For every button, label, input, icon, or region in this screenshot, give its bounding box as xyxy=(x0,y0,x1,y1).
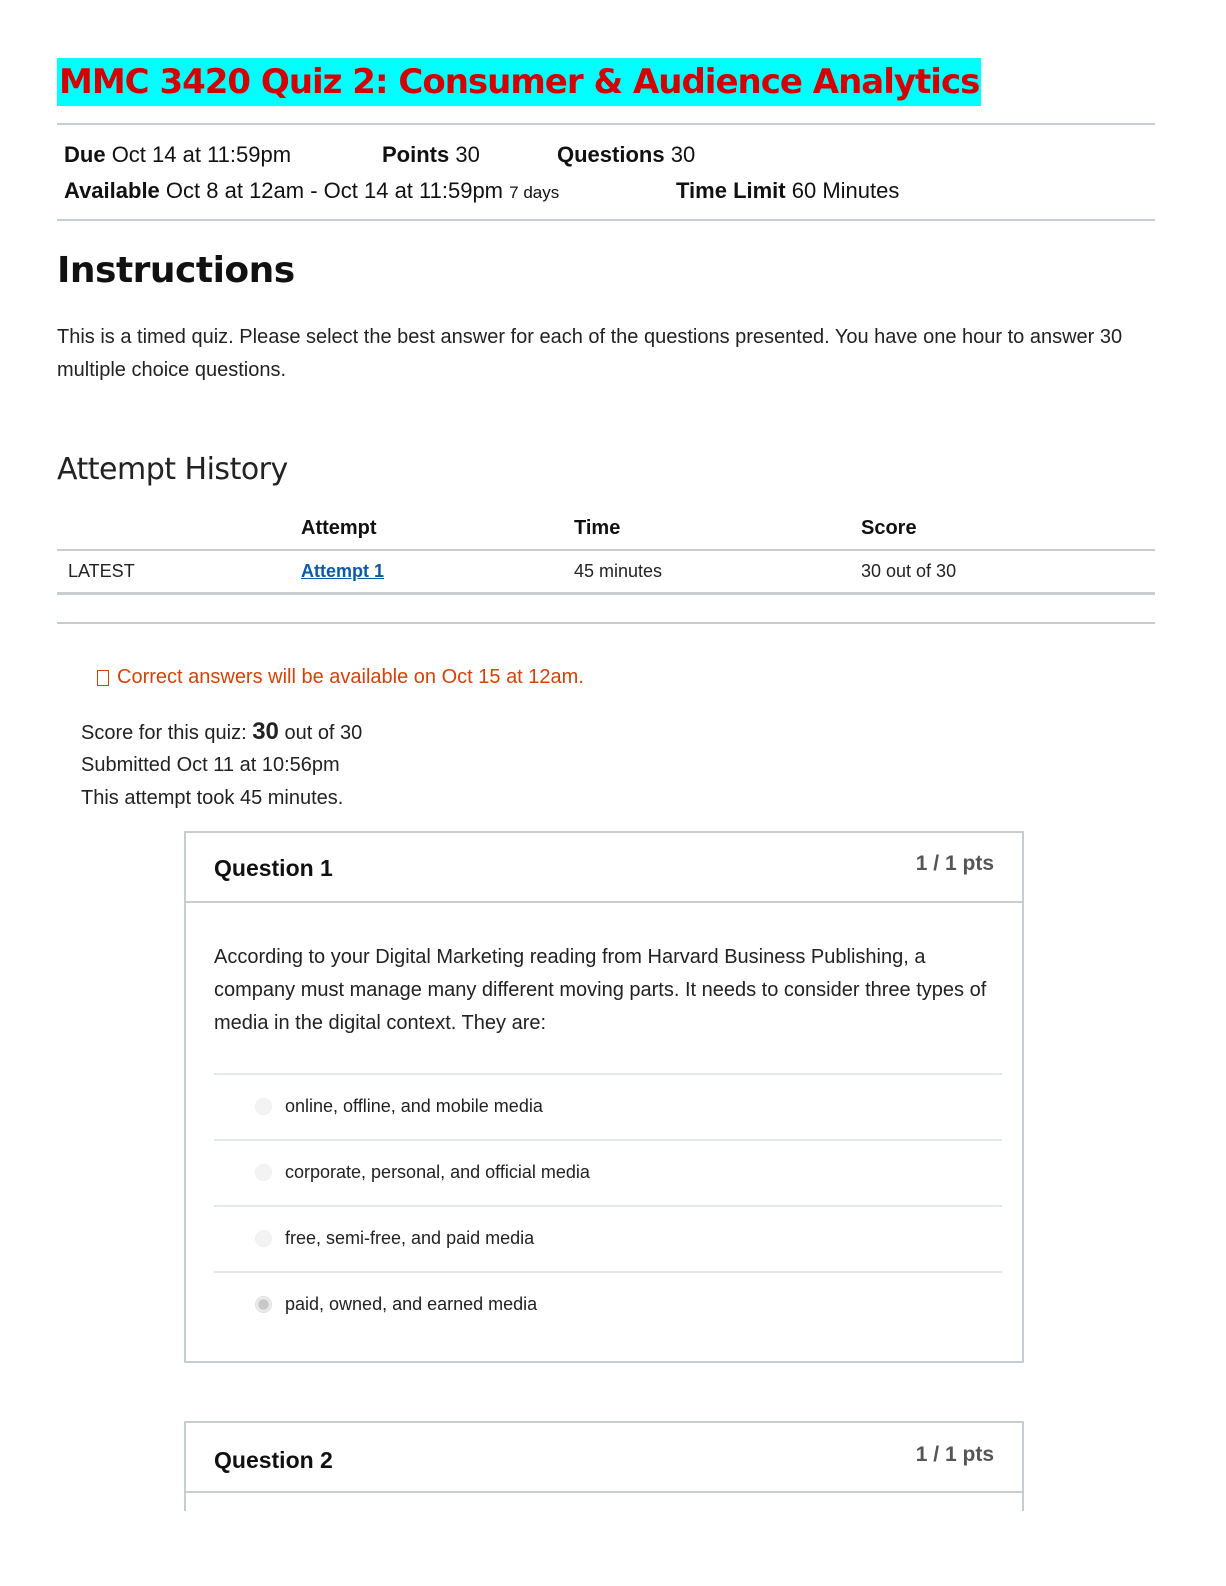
answer-option[interactable] xyxy=(214,1205,1002,1271)
points-value: 30 xyxy=(455,142,480,167)
answer-label: corporate, personal, and official media xyxy=(285,1162,590,1182)
info-icon xyxy=(97,670,109,686)
attempt-duration: This attempt took 45 minutes. xyxy=(81,787,344,809)
column-header-attempt: Attempt xyxy=(301,517,377,539)
score-value: 30 xyxy=(252,718,279,745)
answer-option-selected[interactable] xyxy=(214,1271,1002,1337)
due-info xyxy=(64,142,291,168)
instructions-text: This is a timed quiz. Please select the best answer for each of the questions presented. You have one hour to answer 30 multiple choice questions. xyxy=(57,326,1123,381)
attempt-1-link[interactable]: Attempt 1 xyxy=(301,561,385,581)
divider xyxy=(57,219,1155,221)
question-title: Question 2 xyxy=(214,1447,333,1473)
questions-label: Questions xyxy=(557,142,665,167)
available-label: Available xyxy=(64,178,160,203)
available-info xyxy=(64,178,559,204)
answer-list xyxy=(214,1073,1002,1337)
available-duration: 7 days xyxy=(509,183,560,202)
time-limit-label: Time Limit xyxy=(676,178,786,203)
answer-label: free, semi-free, and paid media xyxy=(285,1228,535,1248)
score-suffix: out of 30 xyxy=(284,722,363,744)
attempt-score: 30 out of 30 xyxy=(861,561,957,581)
answer-label: online, offline, and mobile media xyxy=(285,1096,543,1116)
due-value: Oct 14 at 11:59pm xyxy=(111,142,292,167)
table-row-divider xyxy=(57,592,1155,595)
question-points: 1 / 1 pts xyxy=(915,1443,994,1466)
instructions-heading: Instructions xyxy=(57,250,295,291)
time-limit-info xyxy=(676,178,899,204)
question-header xyxy=(186,1423,1022,1493)
attempt-link-cell[interactable] xyxy=(301,561,384,582)
attempt-time: 45 minutes xyxy=(574,561,663,581)
attempt-history-heading: Attempt History xyxy=(57,452,288,487)
notice-text: Correct answers will be available on Oct 15 at 12am. xyxy=(117,666,584,688)
latest-tag: LATEST xyxy=(68,561,135,581)
column-header-time: Time xyxy=(574,517,621,539)
divider xyxy=(57,622,1155,624)
answer-label: paid, owned, and earned media xyxy=(285,1294,538,1314)
column-header-score: Score xyxy=(861,517,917,539)
points-info xyxy=(382,142,480,168)
question-card xyxy=(184,1421,1024,1511)
divider xyxy=(57,123,1155,125)
points-label: Points xyxy=(382,142,450,167)
radio-button-selected[interactable] xyxy=(255,1296,272,1313)
questions-value: 30 xyxy=(670,142,696,167)
page-title: MMC 3420 Quiz 2: Consumer & Audience Analytics xyxy=(57,58,981,106)
time-limit-value: 60 Minutes xyxy=(791,178,900,203)
due-label: Due xyxy=(64,142,106,167)
answer-option[interactable] xyxy=(214,1073,1002,1139)
quiz-score xyxy=(81,718,362,746)
radio-button[interactable] xyxy=(255,1164,272,1181)
question-card xyxy=(184,831,1024,1363)
table-header-divider xyxy=(57,549,1155,551)
questions-info xyxy=(557,142,695,168)
submitted-time: Submitted Oct 11 at 10:56pm xyxy=(81,754,340,776)
available-value: Oct 8 at 12am - Oct 14 at 11:59pm xyxy=(165,178,504,203)
question-text: According to your Digital Marketing reading from Harvard Business Publishing, a company must manage many different moving parts. It needs to consider three types of media in the digital context. They are: xyxy=(214,946,987,1034)
radio-button[interactable] xyxy=(255,1098,272,1115)
answer-option[interactable] xyxy=(214,1139,1002,1205)
score-prefix: Score for this quiz: xyxy=(81,722,247,744)
question-title: Question 1 xyxy=(214,855,333,881)
radio-button[interactable] xyxy=(255,1230,272,1247)
question-header xyxy=(186,833,1022,903)
question-points: 1 / 1 pts xyxy=(915,852,994,875)
correct-answers-notice xyxy=(97,666,584,689)
